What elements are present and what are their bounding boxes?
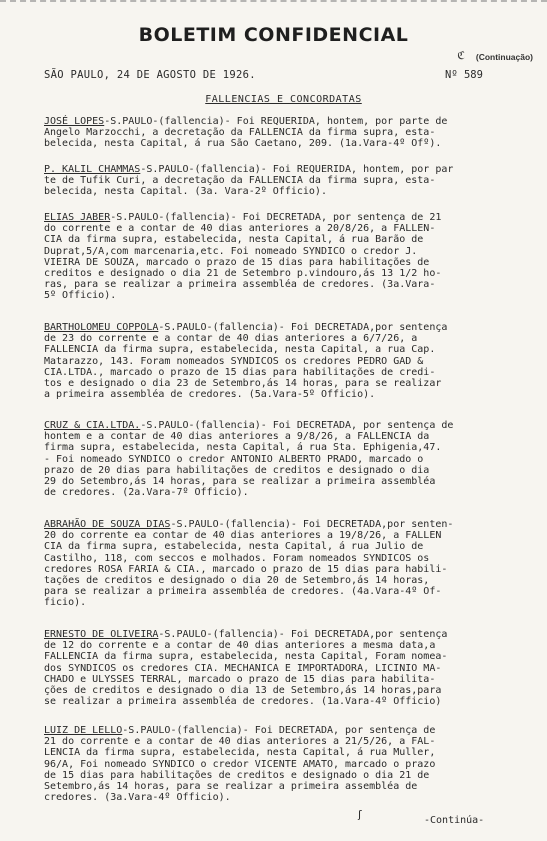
entry-line: 21 do corrente e a contar de 40 dias anteriores a 21/5/26, a FAL- <box>44 736 436 748</box>
entry-elias-jaber <box>44 212 522 302</box>
entry-abrahao-de-souza-dias <box>44 519 522 609</box>
entry-line: CIA da firma supra, estabelecida, nesta Capital, á rua Julio de <box>44 541 424 553</box>
entry-first-line <box>44 519 522 530</box>
entry-line: creditos e designado o dia 21 de Setembro p.vindouro,ás 13 1/2 ho- <box>44 268 442 280</box>
entry-line: CIA.LTDA., marcado o prazo de 15 dias para habilitações de credi- <box>44 366 436 378</box>
entry-line: -S.PAULO-(fallencia)- Foi DECRETADA,por senten- <box>170 519 454 530</box>
entry-name: CRUZ & CIA.LTDA. <box>44 420 141 431</box>
entry-line: belecida, nesta Capital, á rua São Caetano, 209. (1a.Vara-4º Ofº). <box>44 138 442 150</box>
entry-line: a primeira assembléa de credores. (5a.Vara-5º Officio). <box>44 389 376 401</box>
entry-line: CIA da firma supra, estabelecida, nesta Capital, á rua Barão de <box>44 234 424 246</box>
entry-line: -S.PAULO-(fallencia)- Foi DECRETADA, por sentença de <box>122 725 436 736</box>
entry-ernesto-de-oliveira <box>44 629 522 707</box>
entry-bartholomeu-coppola <box>44 322 522 400</box>
entry-line: -S.PAULO-(fallencia)- Foi DECRETADA, por sentença de <box>140 420 454 431</box>
entry-line: te de Tufik Curi, a decretação da FALLENCIA da firma supra, esta- <box>44 175 436 187</box>
entry-jose-lopes <box>44 116 522 150</box>
entry-line: de 23 do corrente e a contar de 40 dias anteriores a 6/7/26, a <box>44 333 418 345</box>
entry-line: 20 do corrente ea contar de 40 dias anteriores a 19/8/26, a FALLEN <box>44 530 442 542</box>
entry-line: - Foi nomeado SYNDICO o credor ANTONIO ALBERTO PRADO, marcado o <box>44 453 424 465</box>
entry-line: CHADO e ULYSSES TERRAL, marcado o prazo de 15 dias para habilita- <box>44 673 436 685</box>
entry-line: tos e designado o dia 23 de Setembro,ás 14 horas, para se realizar <box>44 378 442 390</box>
entry-line: belecida, nesta Capital. (3a. Vara-2º Officio). <box>44 186 327 198</box>
entry-line: credores ROSA FARIA & CIA., marcado o prazo de 15 dias para habili- <box>44 563 448 575</box>
hand-mark: ʃ <box>358 808 362 821</box>
entry-line: de 12 do corrente e a contar de 40 dias anteriores a mesma data,a <box>44 640 436 652</box>
entry-line: VIEIRA DE SOUZA, marcado o prazo de 15 dias para habilitações de <box>44 256 430 268</box>
entry-luiz-de-lello <box>44 725 522 803</box>
entry-name: ABRAHÃO DE SOUZA DIAS <box>44 519 171 530</box>
document-title: BOLETIM CONFIDENCIAL <box>138 24 409 46</box>
entry-line: para se realizar a primeira assembléa de credores. (4a.Vara-4º Of- <box>44 586 442 598</box>
entry-first-line <box>44 322 522 333</box>
entry-line: Castilho, 118, com seccos e molhados. Foram nomeados SYNDICOS os <box>44 552 430 564</box>
entry-line: de 15 dias para habilitações de creditos e designado o dia 21 de <box>44 769 430 781</box>
entry-line: Duprat,5/A,com marcenaria,etc. Foi nomeado SYNDICO o credor J. <box>44 245 418 257</box>
entry-name: LUIZ DE LELLO <box>44 725 123 736</box>
entry-line: dos SYNDICOS os credores CIA. MECHANICA E IMPORTADORA, LICINIO MA- <box>44 662 442 674</box>
entry-line: ções de creditos e designado o dia 13 de Setembro,ás 14 horas,para <box>44 685 442 697</box>
entry-line: FALLENCIA da firma supra, estabelecida, nesta Capital, Foram nomea- <box>44 651 448 663</box>
bulletin-number: Nº 589 <box>445 69 483 81</box>
entry-line: ras, para se realizar a primeira assembléa de credores. (3a.Vara- <box>44 279 436 291</box>
entry-line: prazo de 20 dias para habilitações de creditos e designado o dia <box>44 464 430 476</box>
entry-line: 96/A, Foi nomeado SYNDICO o credor VICENTE AMATO, marcado o prazo <box>44 758 436 770</box>
city-date: SÃO PAULO, 24 DE AGOSTO DE 1926. <box>44 69 256 81</box>
entry-line: -S.PAULO-(fallencia)- Foi REQUERIDA, hontem, por parte de <box>104 116 448 127</box>
section-title-text: FALLENCIAS E CONCORDATAS <box>205 94 362 105</box>
entry-name: ERNESTO DE OLIVEIRA <box>44 629 159 640</box>
entry-line: FALLENCIA da firma supra, estabelecida, nesta Capital, a rua Cap. <box>44 344 436 356</box>
entry-cruz-cia <box>44 420 522 498</box>
entry-first-line <box>44 164 522 175</box>
entry-line: Setembro,ás 14 horas, para se realizar a primeira assembléa de <box>44 781 418 793</box>
entry-name: BARTHOLOMEU COPPOLA <box>44 322 159 333</box>
entry-line: do corrente e a contar de 40 dias anteriores a 20/8/26, a FALLEN- <box>44 223 436 235</box>
entry-line: ficio). <box>44 597 87 609</box>
top-edge-marks <box>0 0 547 12</box>
entry-line: se realizar a primeira assembléa de credores. (1a.Vara-4º Officio) <box>44 696 442 708</box>
entry-line: -S.PAULO-(fallencia)- Foi DECRETADA, por sentença de 21 <box>110 212 442 223</box>
entry-name: JOSÉ LOPES <box>44 116 105 127</box>
entry-line: tações de creditos e designado o dia 20 de Setembro,ás 14 horas, <box>44 575 430 587</box>
entry-line: LENCIA da firma supra, estabelecida, nesta Capital, á rua Muller, <box>44 747 436 759</box>
entry-line: credores. (3a.Vara-4º Officio). <box>44 792 231 804</box>
entry-line: Matarazzo, 143. Foram nomeados SYNDICOS os credores PEDRO GAD & <box>44 355 424 367</box>
entry-line: hontem e a contar de 40 dias anteriores a 9/8/26, a FALLENCIA da <box>44 431 430 443</box>
entry-line: 5º Officio). <box>44 290 117 302</box>
entry-line: Angelo Marzocchi, a decretação da FALLENCIA da firma supra, esta- <box>44 127 436 139</box>
entry-first-line <box>44 116 522 127</box>
hand-mark: ℭ <box>457 49 465 62</box>
continues-label: -Continúa- <box>424 815 485 826</box>
entry-line: -S.PAULO-(fallencia)- Foi REQUERIDA, hontem, por par <box>140 164 454 175</box>
entry-line: 29 do Setembro,ás 14 horas, para se realizar a primeira assembléa <box>44 476 436 488</box>
entry-first-line <box>44 212 522 223</box>
entry-line: firma supra, estabelecida, nesta Capital, á rua Sta. Ephigenia,47. <box>44 442 442 454</box>
entry-first-line <box>44 725 522 736</box>
section-title <box>0 94 547 105</box>
entry-name: P. KALIL CHAMMAS <box>44 164 141 175</box>
continuation-label: (Continuação) <box>475 52 533 62</box>
entry-line: -S.PAULO-(fallencia)- Foi DECRETADA,por sentença <box>158 322 448 333</box>
entry-first-line <box>44 420 522 431</box>
entry-name: ELIAS JABER <box>44 212 111 223</box>
entry-line: de credores. (2a.Vara-7º Officio). <box>44 487 249 499</box>
entry-first-line <box>44 629 522 640</box>
entry-line: -S.PAULO-(fallencia)- Foi DECRETADA,por sentença <box>158 629 448 640</box>
entry-kalil-chammas <box>44 164 522 198</box>
